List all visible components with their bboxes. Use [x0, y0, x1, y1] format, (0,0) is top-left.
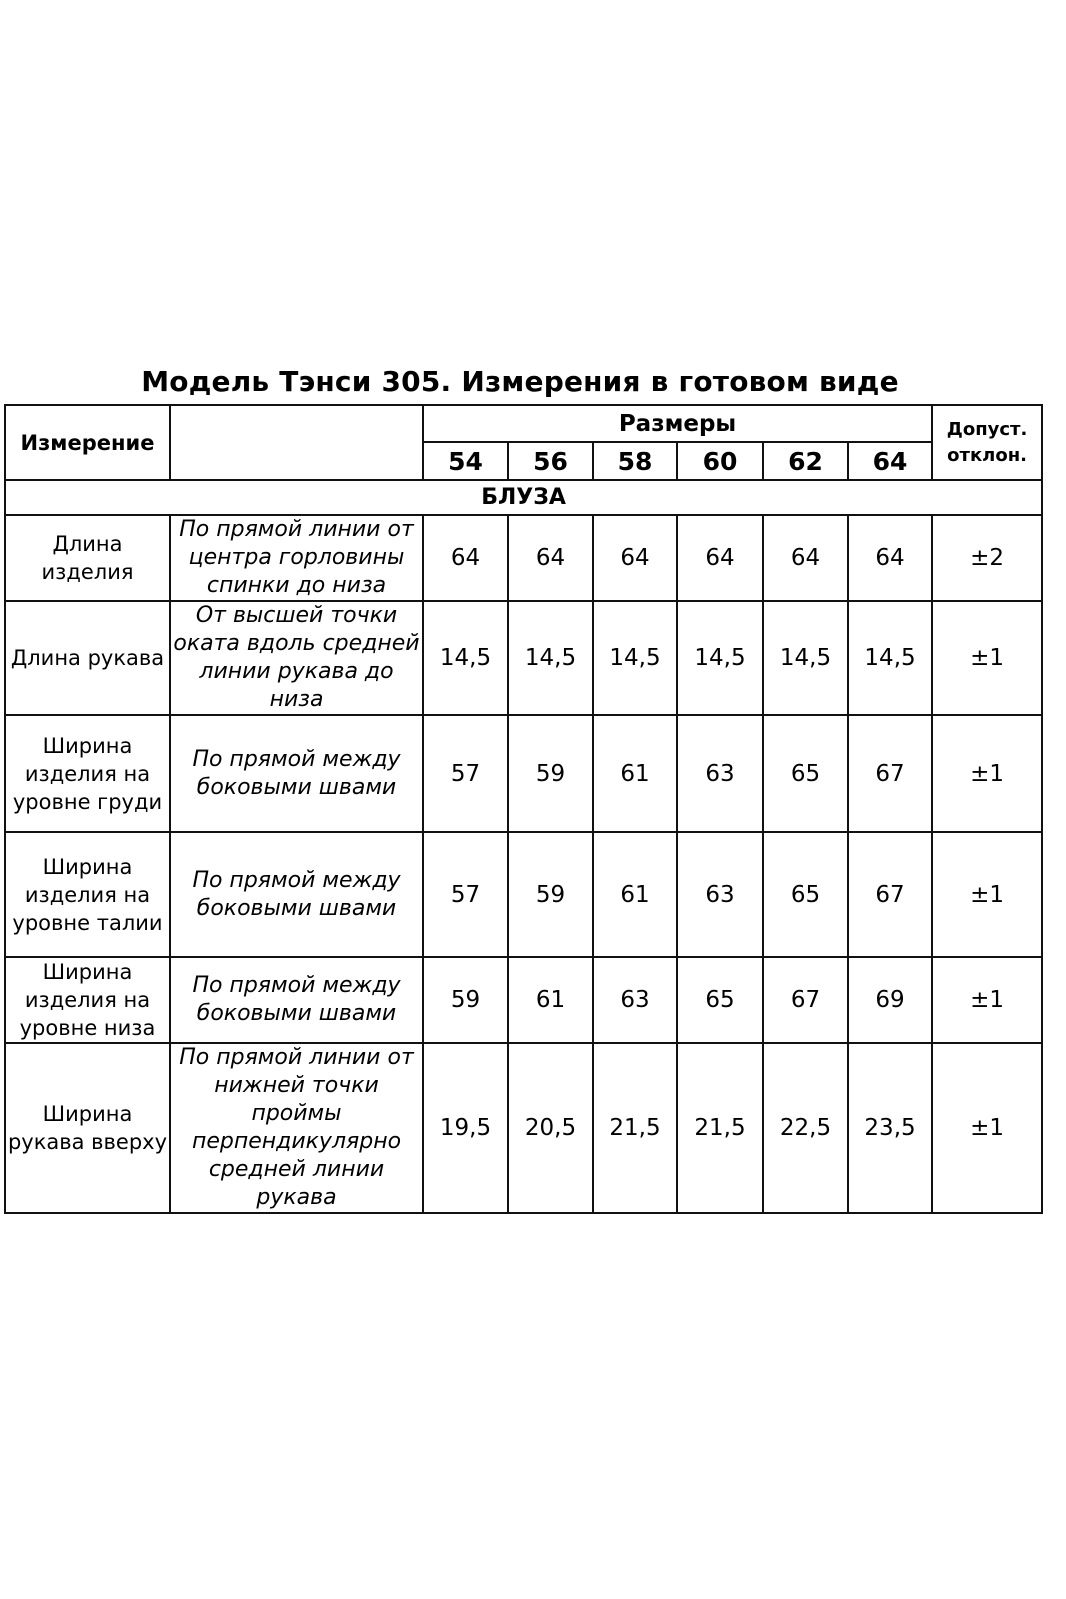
size-value: 63 — [677, 832, 763, 957]
measurement-description: По прямой между боковыми швами — [170, 957, 423, 1043]
table-row — [5, 1043, 1042, 1213]
measurement-description: От высшей точки оката вдоль средней линии рукава до низа — [170, 601, 423, 715]
sizes-header: Размеры — [423, 405, 932, 442]
size-value: 57 — [423, 832, 508, 957]
size-value: 19,5 — [423, 1043, 508, 1213]
size-value: 20,5 — [508, 1043, 593, 1213]
section-row — [5, 480, 1042, 515]
measurement-description: По прямой между боковыми швами — [170, 715, 423, 832]
size-value: 22,5 — [763, 1043, 848, 1213]
size-value: 61 — [508, 957, 593, 1043]
table-row — [5, 715, 1042, 832]
size-value: 59 — [423, 957, 508, 1043]
size-value: 14,5 — [848, 601, 932, 715]
size-value: 59 — [508, 715, 593, 832]
size-value: 64 — [848, 515, 932, 601]
measurement-name: Ширина изделия на уровне груди — [5, 715, 170, 832]
size-value: 59 — [508, 832, 593, 957]
table-row — [5, 957, 1042, 1043]
size-value: 21,5 — [593, 1043, 677, 1213]
table-row — [5, 601, 1042, 715]
size-value: 63 — [677, 715, 763, 832]
description-header — [170, 405, 423, 480]
size-value: 65 — [763, 832, 848, 957]
size-value: 14,5 — [763, 601, 848, 715]
size-value: 64 — [677, 515, 763, 601]
size-value: 61 — [593, 832, 677, 957]
tolerance-value: ±1 — [932, 957, 1042, 1043]
size-value: 67 — [848, 832, 932, 957]
size-value: 67 — [763, 957, 848, 1043]
tolerance-value: ±1 — [932, 832, 1042, 957]
size-value: 64 — [423, 515, 508, 601]
measurement-description: По прямой линии от нижней точки проймы перпендикулярно средней линии рукава — [170, 1043, 423, 1213]
size-value: 64 — [508, 515, 593, 601]
measurement-description: По прямой между боковыми швами — [170, 832, 423, 957]
table-row — [5, 832, 1042, 957]
measurement-name: Ширина изделия на уровне талии — [5, 832, 170, 957]
table-row — [5, 515, 1042, 601]
size-value: 14,5 — [508, 601, 593, 715]
size-value: 23,5 — [848, 1043, 932, 1213]
size-value: 57 — [423, 715, 508, 832]
tolerance-value: ±1 — [932, 601, 1042, 715]
size-header: 64 — [848, 442, 932, 480]
size-value: 64 — [593, 515, 677, 601]
tolerance-value: ±1 — [932, 715, 1042, 832]
tolerance-value: ±2 — [932, 515, 1042, 601]
size-value: 14,5 — [423, 601, 508, 715]
size-header: 58 — [593, 442, 677, 480]
size-header: 56 — [508, 442, 593, 480]
tolerance-value: ±1 — [932, 1043, 1042, 1213]
size-header: 54 — [423, 442, 508, 480]
measurement-name: Ширина изделия на уровне низа — [5, 957, 170, 1043]
size-value: 14,5 — [677, 601, 763, 715]
measurement-name: Длина рукава — [5, 601, 170, 715]
size-value: 14,5 — [593, 601, 677, 715]
size-value: 65 — [763, 715, 848, 832]
table-title: Модель Тэнси 305. Измерения в готовом виде — [141, 365, 899, 398]
measurement-name: Длина изделия — [5, 515, 170, 601]
size-value: 64 — [763, 515, 848, 601]
size-value: 21,5 — [677, 1043, 763, 1213]
size-header: 62 — [763, 442, 848, 480]
tolerance-header: Допуст. отклон. — [932, 405, 1042, 480]
size-header: 60 — [677, 442, 763, 480]
measurements-table — [4, 404, 1043, 1214]
size-value: 65 — [677, 957, 763, 1043]
size-value: 67 — [848, 715, 932, 832]
size-value: 61 — [593, 715, 677, 832]
section-title: БЛУЗА — [5, 480, 1042, 515]
size-value: 63 — [593, 957, 677, 1043]
measurement-description: По прямой линии от центра горловины спинки до низа — [170, 515, 423, 601]
header-row-top — [5, 405, 1042, 442]
measurement-name: Ширина рукава вверху — [5, 1043, 170, 1213]
measurement-header: Измерение — [5, 405, 170, 480]
size-value: 69 — [848, 957, 932, 1043]
